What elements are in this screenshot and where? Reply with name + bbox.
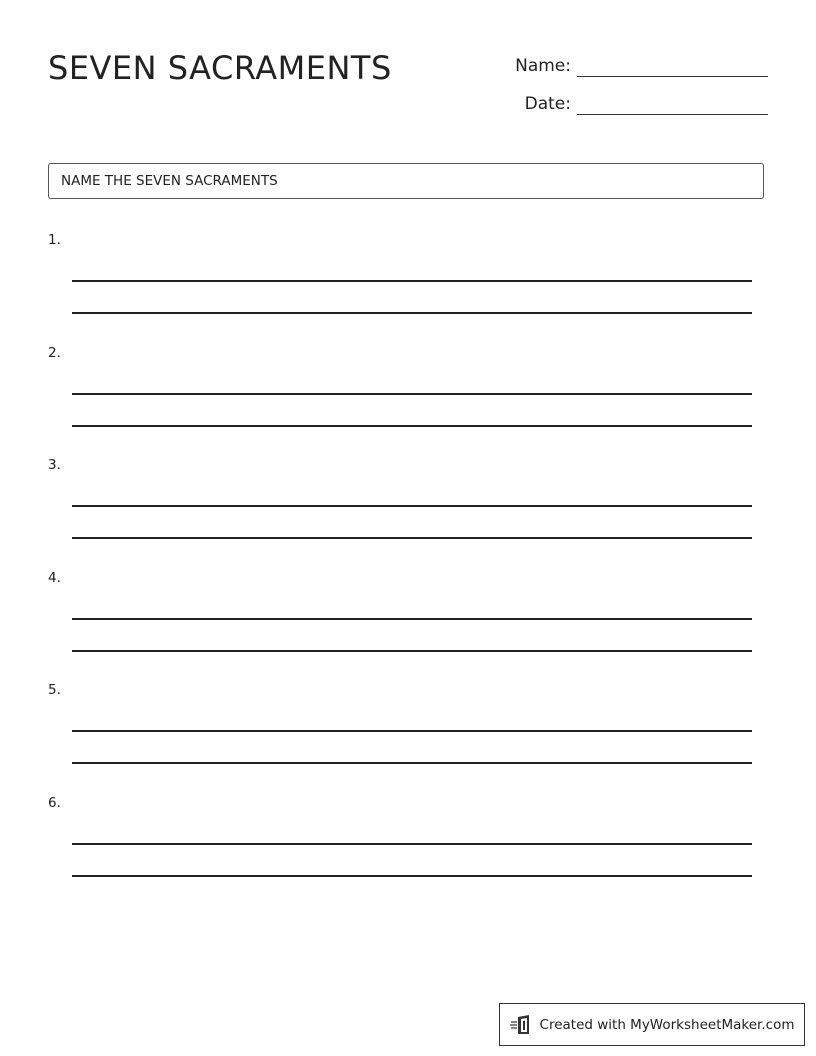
question-number: 3. xyxy=(48,457,61,473)
answer-line xyxy=(72,650,752,652)
worksheet-title: SEVEN SACRAMENTS xyxy=(48,49,392,87)
answer-line xyxy=(72,730,752,732)
answer-line xyxy=(72,843,752,845)
question-item xyxy=(48,793,768,906)
question-number: 2. xyxy=(48,344,61,361)
answer-line xyxy=(72,618,752,620)
question-item xyxy=(48,230,768,343)
answer-line xyxy=(72,537,752,539)
question-list xyxy=(48,230,768,905)
date-blank-line xyxy=(577,90,768,115)
question-item xyxy=(48,568,768,681)
answer-line xyxy=(72,505,752,507)
answer-line xyxy=(72,280,752,282)
date-label: Date: xyxy=(524,94,571,114)
footer-text: Created with MyWorksheetMaker.com xyxy=(539,1016,795,1033)
name-field xyxy=(515,52,768,77)
question-item xyxy=(48,680,768,793)
name-blank-line xyxy=(577,52,768,77)
answer-line xyxy=(72,875,752,877)
date-field xyxy=(525,90,768,115)
worksheet-maker-logo-icon xyxy=(510,1014,534,1036)
question-item xyxy=(48,455,768,568)
answer-line xyxy=(72,762,752,764)
answer-line xyxy=(72,393,752,395)
question-number: 4. xyxy=(48,569,61,586)
answer-line xyxy=(72,312,752,314)
question-item xyxy=(48,343,768,456)
answer-line xyxy=(72,425,752,427)
question-number: 5. xyxy=(48,682,61,698)
instructions-box xyxy=(48,163,764,199)
question-number: 1. xyxy=(48,232,61,248)
question-number: 6. xyxy=(48,794,61,811)
footer-badge[interactable] xyxy=(499,1003,805,1046)
instructions-text: NAME THE SEVEN SACRAMENTS xyxy=(61,173,278,189)
name-label: Name: xyxy=(515,56,571,76)
